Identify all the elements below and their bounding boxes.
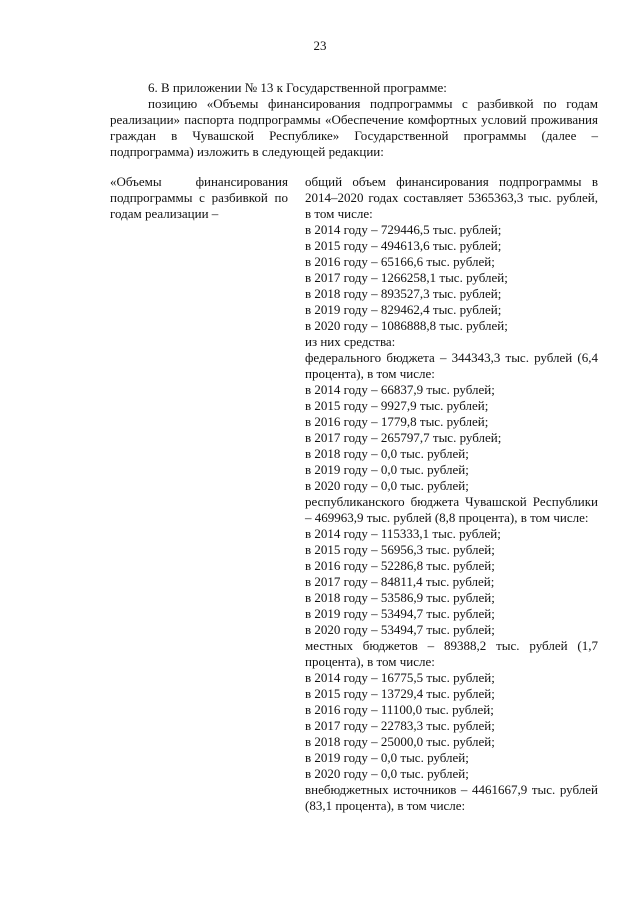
local-budget-text: местных бюджетов – 89388,2 тыс. рублей (1,7 процента), в том числе: [305,638,598,669]
federal-year-line: в 2016 году – 1779,8 тыс. рублей; [305,414,489,429]
local-year-line: в 2015 году – 13729,4 тыс. рублей; [305,686,495,701]
federal-year-line: в 2017 году – 265797,7 тыс. рублей; [305,430,502,445]
federal-year-line: в 2018 году – 0,0 тыс. рублей; [305,446,469,461]
total-year-line: в 2018 году – 893527,3 тыс. рублей; [305,286,502,301]
federal-year-line: в 2019 году – 0,0 тыс. рублей; [305,462,469,477]
local-year-line: в 2019 году – 0,0 тыс. рублей; [305,750,469,765]
republic-year-line: в 2014 году – 115333,1 тыс. рублей; [305,526,501,541]
total-year-line: в 2019 году – 829462,4 тыс. рублей; [305,302,502,317]
intro-heading: 6. В приложении № 13 к Государственной программе: [148,80,447,95]
local-year-line: в 2017 году – 22783,3 тыс. рублей; [305,718,495,733]
left-label [110,174,288,222]
federal-year-line: в 2015 году – 9927,9 тыс. рублей; [305,398,489,413]
label-dash: – [211,206,219,221]
total-year-line: в 2017 году – 1266258,1 тыс. рублей; [305,270,508,285]
intro-section [110,80,598,160]
left-label-column [110,174,288,222]
left-label-text: «Объемы финансирования подпрограммы с разбивкой по годам реализации [110,174,288,221]
total-year-line: в 2014 году – 729446,5 тыс. рублей; [305,222,502,237]
intro-body: позицию «Объемы финансирования подпрограммы с разбивкой по годам реализации» паспорта подпрограммы «Обеспечение комфортных условий проживания граждан в Чувашской Республике» Государственной программы (далее – подпрограмма) изложить в следующей редакции: [110,96,598,159]
page-number: 23 [313,38,327,53]
republic-year-line: в 2018 году – 53586,9 тыс. рублей; [305,590,495,605]
republic-year-line: в 2016 году – 52286,8 тыс. рублей; [305,558,495,573]
republic-year-line: в 2019 году – 53494,7 тыс. рублей; [305,606,495,621]
extrabudget-sources-text: внебюджетных источников – 4461667,9 тыс. рублей (83,1 процента), в том числе: [305,782,598,813]
total-year-line: в 2016 году – 65166,6 тыс. рублей; [305,254,495,269]
total-year-line: в 2020 году – 1086888,8 тыс. рублей; [305,318,508,333]
republic-year-line: в 2015 году – 56956,3 тыс. рублей; [305,542,495,557]
republic-year-line: в 2020 году – 53494,7 тыс. рублей; [305,622,495,637]
total-financing-text: общий объем финансирования подпрограммы в 2014–2020 годах составляет 5365363,3 тыс. рублей, в том числе: [305,174,598,221]
local-year-line: в 2018 году – 25000,0 тыс. рублей; [305,734,495,749]
of-them-label: из них средства: [305,334,396,349]
local-year-line: в 2014 году – 16775,5 тыс. рублей; [305,670,495,685]
republic-budget-text: республиканского бюджета Чувашской Республики – 469963,9 тыс. рублей (8,8 процента), в том числе: [305,494,598,525]
local-year-line: в 2016 году – 11100,0 тыс. рублей; [305,702,494,717]
republic-year-line: в 2017 году – 84811,4 тыс. рублей; [305,574,495,589]
total-year-line: в 2015 году – 494613,6 тыс. рублей; [305,238,502,253]
local-year-line: в 2020 году – 0,0 тыс. рублей; [305,766,469,781]
federal-year-line: в 2014 году – 66837,9 тыс. рублей; [305,382,495,397]
federal-year-line: в 2020 году – 0,0 тыс. рублей; [305,478,469,493]
financing-details-column [305,174,598,814]
federal-budget-text: федерального бюджета – 344343,3 тыс. рублей (6,4 процента), в том числе: [305,350,598,381]
